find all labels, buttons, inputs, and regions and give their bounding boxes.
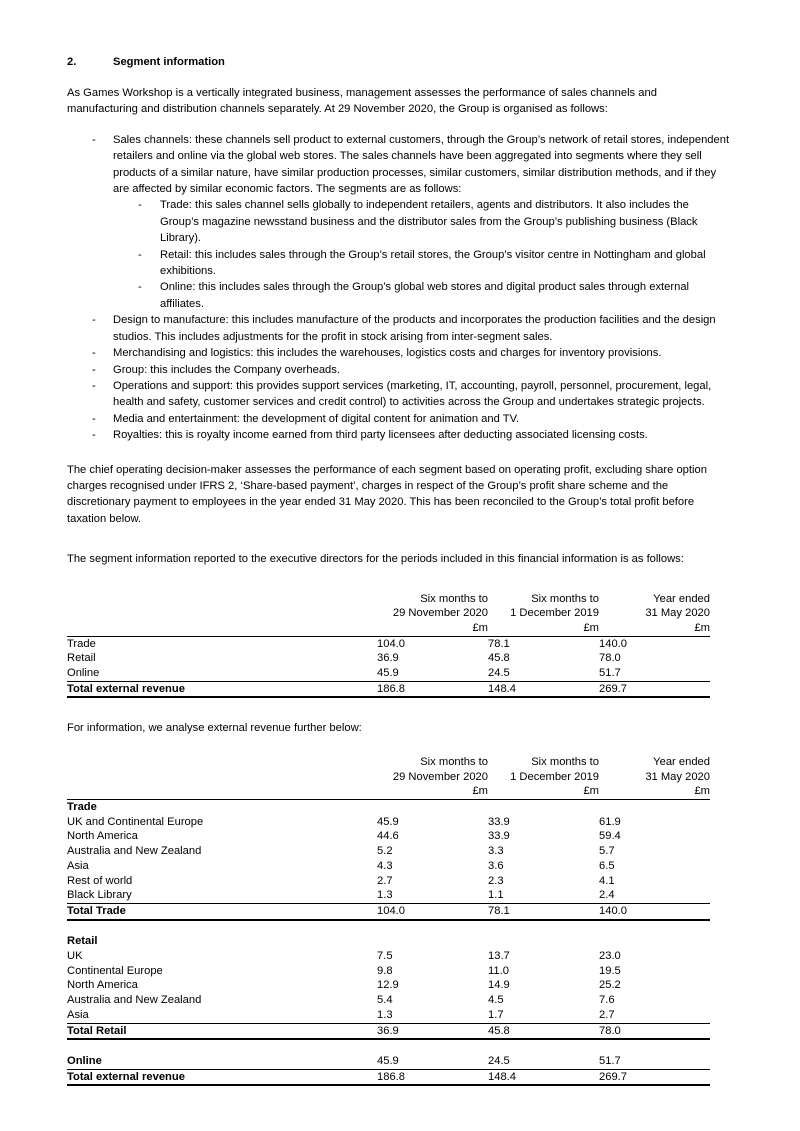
bullet-operations-support (67, 378, 730, 411)
row-value-col3: 51.7 (599, 1054, 621, 1067)
row-label: North America (67, 830, 138, 843)
bullet-dash: - (138, 248, 142, 261)
row-label: Black Library (67, 889, 132, 902)
row-value-col1: 45.9 (377, 1054, 399, 1067)
row-value-col3: 59.4 (599, 830, 621, 843)
bullet-dash: - (92, 347, 96, 360)
group-blank-col1 (377, 934, 488, 949)
group-label-retail: Retail (67, 935, 98, 948)
row-value-col1: 7.5 (377, 950, 393, 963)
total-value-col1: 104.0 (377, 903, 488, 919)
row-value-col3: 25.2 (599, 979, 621, 992)
group-blank-col3 (599, 800, 710, 815)
row-label: UK (67, 950, 83, 963)
table-spacer-row (67, 1039, 710, 1054)
segment-revenue-table (67, 592, 710, 699)
bullet-text: Retail: this includes sales through the Group’s retail stores, the Group’s visitor centre in Nottingham and global exhibitions. (160, 248, 706, 278)
spacer-cell (488, 920, 599, 935)
external-revenue-analysis-table (67, 755, 710, 1086)
table-header-row (67, 770, 710, 785)
table-row (67, 949, 710, 964)
row-value-col2: 13.7 (488, 950, 510, 963)
header-col1-line2: 29 November 2020 (392, 770, 488, 783)
table-row (67, 636, 710, 651)
bullet-dash: - (92, 412, 96, 425)
header-blank (67, 606, 377, 621)
header-col3-line2: 31 May 2020 (645, 770, 710, 783)
bullet-text: Merchandising and logistics: this includes the warehouses, logistics costs and charges for inventory provisions. (113, 347, 662, 360)
header-blank (67, 784, 377, 799)
row-label: UK and Continental Europe (67, 815, 204, 828)
intro-paragraph: As Games Workshop is a vertically integrated business, management assesses the performance of sales channels and manufacturing and distribution channels separately. At 29 November 2020, the Group is organised as follows: (67, 87, 657, 116)
group-blank-col2 (488, 800, 599, 815)
table-row (67, 651, 710, 666)
row-label: Continental Europe (67, 964, 163, 977)
table-total-row (67, 1023, 710, 1039)
header-col2-unit: £m (583, 621, 599, 634)
segments-bullet-list (67, 132, 730, 444)
row-value-col1: 104.0 (377, 636, 488, 651)
bullet-dash: - (92, 314, 96, 327)
row-value-col2: 1.1 (488, 889, 504, 902)
bullet-dash: - (138, 199, 142, 212)
bullet-text: Group: this includes the Company overheads. (113, 363, 340, 376)
further-analysis-paragraph: For information, we analyse external revenue further below: (67, 722, 362, 735)
row-value-col1: 36.9 (377, 652, 399, 665)
row-value-col1: 5.2 (377, 845, 393, 858)
bullet-design-to-manufacture (67, 312, 730, 345)
row-value-col3: 19.5 (599, 964, 621, 977)
row-label: Trade (67, 636, 377, 651)
bullet-text: Trade: this sales channel sells globally to independent retailers, agents and distributors. It also includes the Group’s magazine newsstand business and the distributor sales from the Group’s publishing business (Black Library). (160, 199, 698, 245)
table-row (67, 859, 710, 874)
total-label-retail: Total Retail (67, 1023, 377, 1039)
table-row-online (67, 1054, 710, 1069)
row-value-col3: 140.0 (599, 636, 710, 651)
row-value-col2: 78.1 (488, 636, 599, 651)
row-label: Retail (67, 652, 96, 665)
bullet-text: Design to manufacture: this includes manufacture of the products and incorporates the production facilities and the design studios. This includes adjustments for the profit in stock arising from inter-segment sales. (113, 314, 716, 343)
table-row (67, 993, 710, 1008)
bullet-text: Online: this includes sales through the Group’s global web stores and digital product sales through external affiliates. (160, 281, 690, 310)
row-value-col3: 78.0 (599, 652, 621, 665)
spacer (67, 541, 730, 551)
header-col3-line1: Year ended (653, 755, 710, 768)
table-group-header (67, 934, 710, 949)
row-value-col3: 2.4 (599, 889, 615, 902)
header-col1-unit: £m (472, 621, 488, 634)
row-label: Australia and New Zealand (67, 845, 202, 858)
table-row (67, 964, 710, 979)
total-value-col2: 45.8 (488, 1023, 599, 1039)
row-value-col2: 11.0 (488, 964, 509, 977)
row-value-col2: 1.7 (488, 1008, 504, 1021)
table-row (67, 1008, 710, 1023)
spacer-cell (67, 920, 377, 935)
bullet-online (113, 279, 730, 312)
table-group-header (67, 800, 710, 815)
row-value-col3: 5.7 (599, 845, 615, 858)
header-blank (67, 755, 377, 770)
header-col3-line1: Year ended (653, 592, 710, 605)
row-value-col1: 1.3 (377, 1008, 393, 1021)
group-blank-col1 (377, 800, 488, 815)
row-label: Rest of world (67, 874, 133, 887)
bullet-dash: - (92, 133, 96, 146)
group-blank-col3 (599, 934, 710, 949)
spacer-cell (377, 1039, 488, 1054)
table-row (67, 666, 710, 681)
table-total-row (67, 1069, 710, 1085)
spacer-cell (67, 1039, 377, 1054)
heading-text: Segment information (113, 56, 225, 68)
row-label: Asia (67, 859, 89, 872)
row-label-online: Online (67, 1054, 102, 1067)
bullet-royalties (67, 427, 730, 443)
row-value-col3: 7.6 (599, 994, 615, 1007)
total-value-col1: 186.8 (377, 1069, 488, 1085)
row-value-col2: 24.5 (488, 667, 510, 680)
row-value-col3: 4.1 (599, 874, 615, 887)
page-title (67, 55, 730, 69)
header-col1-line2: 29 November 2020 (392, 607, 488, 620)
row-value-col2: 24.5 (488, 1054, 510, 1067)
total-value-col3: 140.0 (599, 903, 710, 919)
table-row (67, 844, 710, 859)
bullet-text: Royalties: this is royalty income earned from third party licensees after deducting associated licensing costs. (113, 429, 648, 442)
total-value-col2: 148.4 (488, 1069, 599, 1085)
header-col3-unit: £m (694, 785, 710, 798)
row-value-col3: 2.7 (599, 1008, 615, 1021)
table-row (67, 829, 710, 844)
spacer (67, 444, 730, 462)
table-row (67, 888, 710, 903)
row-value-col2: 2.3 (488, 874, 504, 887)
row-label: Online (67, 667, 100, 680)
table-header-row (67, 606, 710, 621)
row-value-col1: 4.3 (377, 859, 393, 872)
heading-number: 2. (67, 56, 77, 68)
table-row (67, 874, 710, 889)
row-value-col1: 12.9 (377, 979, 399, 992)
bullet-sales-channels (67, 132, 730, 312)
bullet-text: Sales channels: these channels sell product to external customers, through the Group’s network of retail stores, independent retailers and online via the global web stores. The sales channels have been aggregated into segments where they sell products of a similar nature, have similar production processes, similar customers, similar distribution methods, and if they are affected by similar economic factors. The segments are as follows: (113, 133, 730, 196)
spacer (67, 737, 730, 755)
sales-channels-sublist (113, 197, 730, 312)
table-header-row (67, 592, 710, 607)
bullet-text: Media and entertainment: the development of digital content for animation and TV. (113, 412, 520, 425)
header-col1-line1: Six months to (420, 755, 488, 768)
header-col2-line1: Six months to (531, 592, 599, 605)
bullet-trade (113, 197, 730, 246)
row-value-col3: 61.9 (599, 815, 621, 828)
total-value-col3: 78.0 (599, 1023, 710, 1039)
header-blank (67, 770, 377, 785)
bullet-text: Operations and support: this provides support services (marketing, IT, accounting, payroll, personnel, procurement, legal, health and safety, customer services and credit control) to activities across the Group and undertakes strategic projects. (113, 379, 712, 409)
row-value-col2: 14.9 (488, 979, 510, 992)
total-value-col2: 148.4 (488, 681, 599, 697)
row-value-col1: 1.3 (377, 889, 393, 902)
header-col1-line1: Six months to (420, 592, 488, 605)
spacer (67, 582, 730, 592)
segment-info-paragraph: The segment information reported to the executive directors for the periods included in this financial information is as follows: (67, 553, 684, 566)
table-total-row (67, 903, 710, 919)
header-col2-unit: £m (583, 785, 599, 798)
bullet-dash: - (92, 429, 96, 442)
row-value-col2: 3.3 (488, 845, 504, 858)
total-value-col3: 269.7 (599, 1069, 710, 1085)
table-header-row (67, 784, 710, 799)
bullet-group (67, 362, 730, 378)
header-col3-line2: 31 May 2020 (645, 607, 710, 620)
row-value-col1: 9.8 (377, 964, 393, 977)
row-label: Australia and New Zealand (67, 994, 202, 1007)
spacer (67, 698, 730, 720)
group-blank-col2 (488, 934, 599, 949)
table-header-row (67, 755, 710, 770)
total-value-col3: 269.7 (599, 681, 710, 697)
header-col2-line1: Six months to (531, 755, 599, 768)
bullet-media-entertainment (67, 411, 730, 427)
bullet-retail (113, 247, 730, 280)
total-label-trade: Total Trade (67, 903, 377, 919)
table-row (67, 978, 710, 993)
header-blank (67, 592, 377, 607)
bullet-merchandising-logistics (67, 345, 730, 361)
total-label: Total external revenue (67, 681, 377, 697)
group-label-trade: Trade (67, 800, 377, 815)
row-label: Asia (67, 1008, 89, 1021)
total-label-external-revenue: Total external revenue (67, 1069, 377, 1085)
spacer-cell (488, 1039, 599, 1054)
spacer-cell (599, 920, 710, 935)
table-header-row (67, 621, 710, 636)
row-value-col1: 45.9 (377, 815, 399, 828)
row-value-col1: 45.9 (377, 667, 399, 680)
row-value-col1: 5.4 (377, 994, 393, 1007)
total-value-col1: 186.8 (377, 681, 488, 697)
row-value-col3: 6.5 (599, 859, 615, 872)
row-value-col1: 44.6 (377, 830, 399, 843)
bullet-dash: - (138, 281, 142, 294)
row-value-col3: 51.7 (599, 667, 621, 680)
spacer-cell (599, 1039, 710, 1054)
row-value-col2: 33.9 (488, 815, 510, 828)
bullet-dash: - (92, 379, 96, 392)
header-col2-line2: 1 December 2019 (510, 607, 599, 620)
row-label: North America (67, 979, 138, 992)
row-value-col1: 2.7 (377, 874, 393, 887)
bullet-dash: - (92, 363, 96, 376)
header-col3-unit: £m (694, 621, 710, 634)
spacer-cell (377, 920, 488, 935)
table-row (67, 815, 710, 830)
row-value-col3: 23.0 (599, 950, 621, 963)
codm-paragraph: The chief operating decision-maker assesses the performance of each segment based on operating profit, excluding share option charges recognised under IFRS 2, ‘Share-based payment’, charges in respect of the Group’s profit share scheme and the discretionary payment to employees in the year ended 31 May 2020. This has been reconciled to the Group’s total profit before taxation below. (67, 463, 707, 525)
row-value-col2: 3.6 (488, 859, 504, 872)
header-col2-line2: 1 December 2019 (510, 770, 599, 783)
table-spacer-row (67, 920, 710, 935)
header-col1-unit: £m (472, 785, 488, 798)
total-value-col2: 78.1 (488, 903, 599, 919)
table-total-row (67, 681, 710, 697)
total-value-col1: 36.9 (377, 1023, 488, 1039)
row-value-col2: 4.5 (488, 994, 504, 1007)
row-value-col2: 33.9 (488, 830, 510, 843)
header-blank (67, 621, 377, 636)
row-value-col2: 45.8 (488, 652, 510, 665)
